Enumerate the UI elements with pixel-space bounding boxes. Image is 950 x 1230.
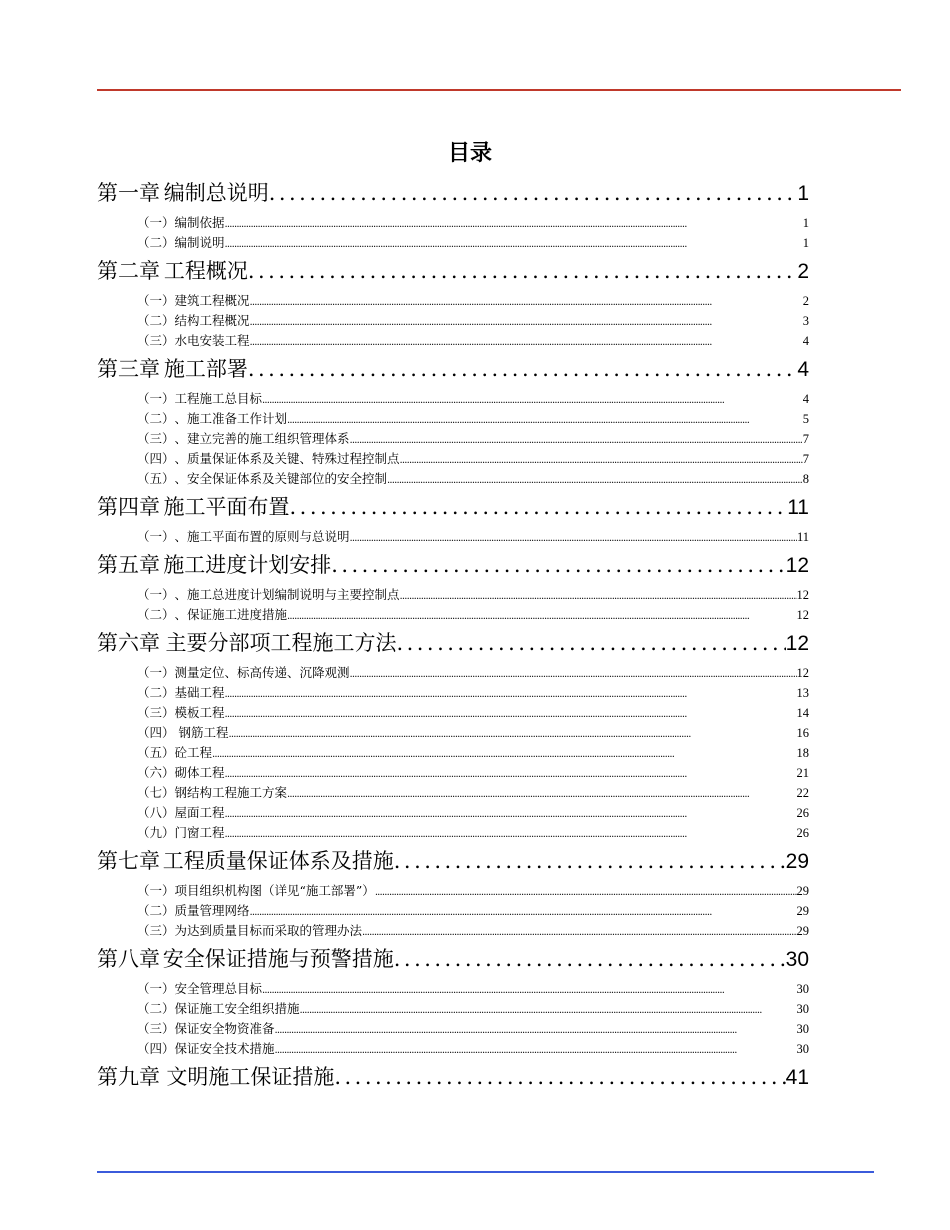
toc-section-entry[interactable] (97, 527, 809, 547)
chapter-title: 施工进度计划安排 (163, 553, 332, 577)
toc-section-entry[interactable] (97, 663, 809, 683)
section-page-number: 12 (796, 608, 809, 622)
section-title: 质量管理网络 (174, 903, 250, 918)
toc-section-entry[interactable] (97, 449, 809, 469)
section-number: （一） (137, 391, 175, 406)
dot-leader (248, 257, 797, 285)
dot-leader (334, 1063, 785, 1091)
dot-leader (331, 551, 785, 579)
section-page-number: 11 (796, 530, 809, 544)
section-number: （一） (137, 981, 175, 996)
section-number: （一） (137, 665, 175, 680)
section-number: （一） (137, 587, 175, 602)
chapter-label: 第四章 (97, 495, 160, 519)
section-title: 、施工总进度计划编制说明与主要控制点 (174, 587, 400, 602)
section-page-number: 26 (796, 806, 809, 820)
section-title: 项目组织机构图（详见“施工部署”） (174, 883, 375, 898)
section-page-number: 22 (796, 786, 809, 800)
dot-leader (290, 493, 788, 521)
toc-section-entry[interactable] (97, 901, 809, 921)
section-page-number: 18 (796, 746, 809, 760)
dot-leader (225, 803, 797, 825)
chapter-page-number: 11 (787, 496, 809, 519)
chapter-page-number: 4 (797, 358, 809, 381)
chapter-label: 第九章 (97, 1065, 160, 1089)
toc-section-entry[interactable] (97, 881, 809, 901)
chapter-title: 工程概况 (163, 259, 248, 283)
section-number: （二） (137, 903, 175, 918)
dot-leader (375, 881, 797, 903)
dot-leader (350, 663, 797, 685)
dot-leader (250, 331, 803, 353)
chapter-label: 第三章 (97, 357, 160, 381)
section-title: 钢筋工程 (174, 725, 229, 740)
dot-leader (225, 233, 803, 255)
section-title: 保证安全技术措施 (174, 1041, 275, 1056)
section-number: （一） (137, 293, 175, 308)
chapter-label: 第八章 (97, 947, 160, 971)
section-page-number: 1 (802, 236, 809, 250)
section-title: 砼工程 (174, 745, 213, 760)
dot-leader (400, 449, 803, 471)
section-title: 为达到质量目标而采取的管理办法 (174, 923, 363, 938)
dot-leader (350, 429, 803, 451)
section-title: 水电安装工程 (174, 333, 250, 348)
section-page-number: 16 (796, 726, 809, 740)
section-title: 钢结构工程施工方案 (174, 785, 288, 800)
toc-chapter-entry[interactable] (97, 179, 809, 207)
dot-leader (248, 355, 797, 383)
toc-chapter-entry[interactable] (97, 493, 809, 521)
dot-leader (287, 783, 796, 805)
toc-chapter-entry[interactable] (97, 847, 809, 875)
toc-section-entry[interactable] (97, 469, 809, 489)
chapter-title: 编制总说明 (163, 181, 269, 205)
section-number: （一） (137, 529, 175, 544)
section-page-number: 8 (802, 472, 809, 486)
section-number: （一） (137, 215, 175, 230)
dot-leader (262, 979, 796, 1001)
section-page-number: 14 (796, 706, 809, 720)
dot-leader (225, 683, 797, 705)
section-title: 编制依据 (174, 215, 225, 230)
chapter-page-number: 2 (797, 260, 809, 283)
section-number: （二） (137, 235, 175, 250)
section-page-number: 26 (796, 826, 809, 840)
toc-section-entry[interactable] (97, 743, 809, 763)
section-page-number: 7 (802, 452, 809, 466)
toc-chapter-entry[interactable] (97, 257, 809, 285)
section-title: 编制说明 (174, 235, 225, 250)
toc-chapter-entry[interactable] (97, 1063, 809, 1091)
section-title: 测量定位、标高传递、沉降观测 (174, 665, 350, 680)
section-page-number: 3 (802, 314, 809, 328)
dot-leader (394, 945, 786, 973)
section-number: （四） (137, 725, 175, 740)
chapter-title: 施工平面布置 (163, 495, 290, 519)
section-title: 安全管理总目标 (174, 981, 263, 996)
dot-leader (394, 847, 786, 875)
dot-leader (250, 311, 803, 333)
toc-chapter-entry[interactable] (97, 355, 809, 383)
chapter-title: 文明施工保证措施 (166, 1065, 335, 1089)
section-number: （二） (137, 685, 175, 700)
chapter-page-number: 12 (785, 632, 809, 655)
toc-chapter-entry[interactable] (97, 945, 809, 973)
chapter-label: 第一章 (97, 181, 160, 205)
header-rule (97, 89, 901, 91)
chapter-title: 主要分部项工程施工方法 (165, 631, 397, 655)
section-number: （九） (137, 825, 175, 840)
section-number: （三） (137, 705, 175, 720)
toc-section-entry[interactable] (97, 585, 809, 605)
toc-chapter-entry[interactable] (97, 629, 809, 657)
toc-section-entry[interactable] (97, 999, 809, 1019)
section-title: 结构工程概况 (174, 313, 250, 328)
chapter-title: 施工部署 (163, 357, 248, 381)
toc-section-entry[interactable] (97, 409, 809, 429)
section-number: （三） (137, 923, 175, 938)
toc-section-entry[interactable] (97, 823, 809, 843)
section-title: 、安全保证体系及关键部位的安全控制 (174, 471, 388, 486)
section-number: （三） (137, 333, 175, 348)
chapter-title: 工程质量保证体系及措施 (162, 849, 394, 873)
section-page-number: 1 (802, 216, 809, 230)
section-number: （一） (137, 883, 175, 898)
chapter-label: 第五章 (97, 553, 160, 577)
section-page-number: 29 (796, 884, 809, 898)
dot-leader (225, 213, 803, 235)
section-title: 工程施工总目标 (174, 391, 263, 406)
chapter-page-number: 41 (785, 1066, 809, 1089)
toc-section-entry[interactable] (97, 311, 809, 331)
dot-leader (212, 743, 796, 765)
toc-section-entry[interactable] (97, 331, 809, 351)
dot-leader (275, 1019, 797, 1041)
dot-leader (287, 605, 796, 627)
section-number: （二） (137, 411, 175, 426)
section-page-number: 29 (796, 924, 809, 938)
dot-leader (250, 901, 797, 923)
chapter-page-number: 12 (785, 554, 809, 577)
toc-section-entry[interactable] (97, 429, 809, 449)
section-number: （三） (137, 1021, 175, 1036)
toc-section-entry[interactable] (97, 389, 809, 409)
section-title: 门窗工程 (174, 825, 225, 840)
section-number: （八） (137, 805, 175, 820)
dot-leader (387, 469, 803, 491)
chapter-label: 第六章 (97, 631, 160, 655)
section-title: 保证安全物资准备 (174, 1021, 275, 1036)
section-title: 、施工准备工作计划 (174, 411, 288, 426)
dot-leader (225, 703, 797, 725)
toc-section-entry[interactable] (97, 291, 809, 311)
section-page-number: 30 (796, 1002, 809, 1016)
dot-leader (300, 999, 797, 1021)
section-page-number: 30 (796, 982, 809, 996)
section-page-number: 4 (802, 392, 809, 406)
section-number: （四） (137, 1041, 175, 1056)
toc-chapter-entry[interactable] (97, 551, 809, 579)
section-number: （五） (137, 745, 175, 760)
dot-leader (225, 823, 797, 845)
chapter-page-number: 30 (785, 948, 809, 971)
section-page-number: 4 (802, 334, 809, 348)
toc-section-entry[interactable] (97, 783, 809, 803)
chapter-gap (97, 1091, 809, 1097)
toc-section-entry[interactable] (97, 1019, 809, 1039)
section-number: （五） (137, 471, 175, 486)
dot-leader (225, 763, 797, 785)
page-title: 目录 (447, 141, 492, 166)
chapter-page-number: 1 (797, 182, 809, 205)
section-page-number: 2 (802, 294, 809, 308)
section-number: （七） (137, 785, 175, 800)
section-number: （六） (137, 765, 175, 780)
section-page-number: 29 (796, 904, 809, 918)
section-number: （二） (137, 1001, 175, 1016)
dot-leader (396, 629, 785, 657)
dot-leader (350, 527, 797, 549)
table-of-contents (97, 175, 809, 1097)
section-page-number: 21 (796, 766, 809, 780)
toc-section-entry[interactable] (97, 703, 809, 723)
section-page-number: 30 (796, 1022, 809, 1036)
toc-section-entry[interactable] (97, 763, 809, 783)
dot-leader (269, 179, 798, 207)
section-title: 、施工平面布置的原则与总说明 (174, 529, 350, 544)
section-number: （二） (137, 313, 175, 328)
dot-leader (362, 921, 796, 943)
section-page-number: 5 (802, 412, 809, 426)
section-page-number: 12 (796, 588, 809, 602)
section-page-number: 7 (802, 432, 809, 446)
section-title: 屋面工程 (174, 805, 225, 820)
section-number: （二） (137, 607, 175, 622)
toc-section-entry[interactable] (97, 723, 809, 743)
toc-section-entry[interactable] (97, 605, 809, 625)
chapter-title: 安全保证措施与预警措施 (162, 947, 394, 971)
dot-leader (229, 723, 797, 745)
footer-rule (97, 1171, 874, 1173)
section-title: 、建立完善的施工组织管理体系 (174, 431, 350, 446)
toc-section-entry[interactable] (97, 683, 809, 703)
section-number: （四） (137, 451, 175, 466)
section-title: 基础工程 (174, 685, 225, 700)
dot-leader (287, 409, 803, 431)
section-title: 建筑工程概况 (174, 293, 250, 308)
section-page-number: 13 (796, 686, 809, 700)
toc-section-entry[interactable] (97, 213, 809, 233)
section-title: 、质量保证体系及关键、特殊过程控制点 (174, 451, 400, 466)
chapter-label: 第二章 (97, 259, 160, 283)
section-title: 保证施工安全组织措施 (174, 1001, 300, 1016)
section-title: 模板工程 (174, 705, 225, 720)
section-title: 砌体工程 (174, 765, 225, 780)
section-page-number: 12 (796, 666, 809, 680)
section-title: 、保证施工进度措施 (174, 607, 288, 622)
chapter-page-number: 29 (785, 850, 809, 873)
dot-leader (400, 585, 797, 607)
toc-section-entry[interactable] (97, 803, 809, 823)
dot-leader (262, 389, 803, 411)
toc-section-entry[interactable] (97, 1039, 809, 1059)
dot-leader (250, 291, 803, 313)
toc-section-entry[interactable] (97, 979, 809, 999)
section-number: （三） (137, 431, 175, 446)
toc-section-entry[interactable] (97, 233, 809, 253)
section-page-number: 30 (796, 1042, 809, 1056)
dot-leader (275, 1039, 797, 1061)
chapter-label: 第七章 (97, 849, 160, 873)
toc-section-entry[interactable] (97, 921, 809, 941)
